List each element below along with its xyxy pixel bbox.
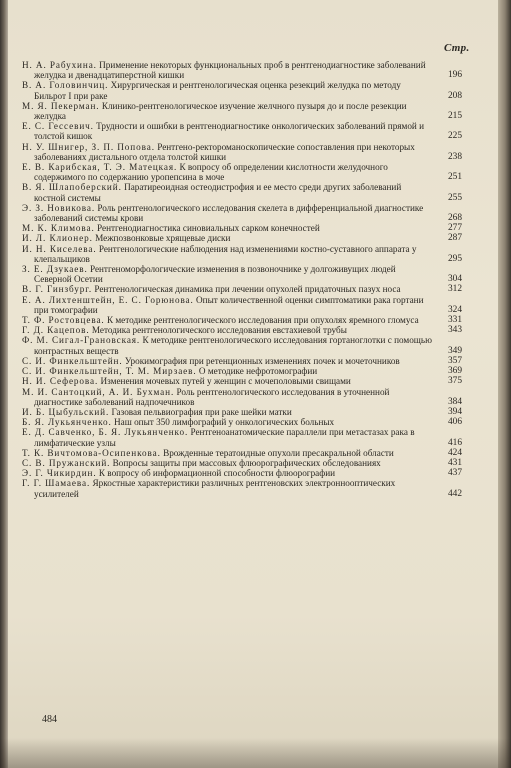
toc-entry-author: Г. Г. Шамаева. [22,478,91,489]
toc-entry-text [22,233,434,243]
toc-entry [22,80,462,100]
toc-entry-title: Урокимография при ретенционных изменениях почек и мочеточников [124,355,400,366]
toc-entry-page: 304 [447,274,462,285]
toc-entry [22,356,462,366]
toc-entry-text [22,448,434,458]
toc-entry-text [22,284,434,294]
toc-entry-title: О методике нефротомографии [198,366,318,377]
toc-entry-title: Роль рентгенологического исследования скелета в дифференциальной диагностике заболеваний системы крови [34,202,424,224]
toc-entry-author: И. Н. Киселева. [22,243,97,254]
toc-entry-title: Методика рентгенологического исследования евстахиевой трубы [91,325,347,336]
toc-entry-page: 394 [447,406,462,417]
toc-entry [22,121,462,141]
toc-entry-author: С. И. Финкельштейн. [22,355,123,366]
toc-entry-text [22,417,434,427]
toc-entry-page: 349 [447,345,462,356]
toc-entry [22,142,462,162]
toc-entry [22,448,462,458]
toc-entry [22,387,462,407]
page-number: 484 [42,714,57,725]
toc-entry-text [22,203,434,223]
toc-entry-title: Рентгенологическая динамика при лечении опухолей придаточных пазух носа [94,284,401,295]
toc-entry-text [22,182,434,202]
toc-entry-author: З. Е. Дзукаев. [22,264,88,275]
toc-entry-title: К вопросу об определении кислотности желудочного содержимого по содержанию уропепсина в моче [34,162,388,183]
toc-entry [22,417,462,427]
toc-entry-page: 375 [447,376,462,387]
toc-entry-text [22,407,434,417]
toc-entry-author: Э. З. Новикова. [22,202,96,213]
toc-entry-page: 287 [447,233,462,244]
page-bottom-shadow [0,738,511,768]
table-of-contents [22,60,462,499]
toc-entry-author: Е. С. Гессевич. [22,121,94,132]
toc-entry-title: Хирургическая и рентгенологическая оценка резекций желудка по методу Бильрот I при раке [34,80,401,101]
toc-entry-text [22,223,434,233]
toc-entry-author: Э. Г. Чикирдин. [22,468,97,479]
toc-entry-title: К методике рентгенологического исследования гортаноглотки с помощью контрастных веществ [34,335,432,356]
toc-entry-text [22,315,434,325]
toc-entry-text [22,142,434,162]
toc-entry-title: Клинико-рентгенологическое изучение желчного пузыря до и после резекции желудка [34,100,407,122]
toc-entry-page: 416 [447,437,462,448]
book-page [8,0,498,768]
toc-entry [22,101,462,121]
toc-entry-author: Г. Д. Кацепов. [22,325,90,336]
toc-entry-author: С. И. Финкельштейн, Т. М. Мирзаев. [22,366,197,377]
toc-entry-title: Межпозвонковые хрящевые диски [95,233,231,244]
toc-entry-text [22,478,434,498]
toc-entry [22,458,462,468]
toc-entry [22,244,462,264]
toc-entry [22,407,462,417]
toc-entry-author: Т. Ф. Ростовцева. [22,315,105,326]
toc-entry-title: Газовая пельвиография при раке шейки матки [111,406,292,417]
toc-entry [22,284,462,294]
toc-entry-author: Е. Д. Савченко, Б. Я. Лукьянченко. [22,427,189,438]
toc-entry-text [22,387,434,407]
toc-entry-title: Рентгеноанатомические параллели при метастазах рака в лимфатические узлы [34,427,415,448]
toc-entry-title: Рентгеноморфологические изменения в позвоночнике у долгоживущих людей Северной Осетии [34,264,396,285]
toc-entry-text [22,356,434,366]
toc-entry-text [22,244,434,264]
toc-entry-title: Рентгено-ректороманоскопические сопоставления при некоторых заболеваниях дистального отдела толстой кишки [34,141,415,162]
toc-entry-author: В. Я. Шлапоберский. [22,182,122,193]
toc-entry-author: И. Б. Цыбульский. [22,406,110,417]
toc-entry-page: 277 [447,223,462,234]
toc-entry-author: Н. А. Рабухина. [22,60,97,70]
toc-entry-author: М. К. Климова. [22,223,95,234]
toc-entry-page: 424 [447,447,462,458]
toc-entry-author: Т. К. Вичтомова-Осипенкова. [22,447,161,458]
toc-entry-text [22,121,434,141]
toc-entry-author: Н. У. Шнигер, З. П. Попова. [22,141,155,152]
toc-entry [22,182,462,202]
toc-entry [22,315,462,325]
toc-entry-page: 431 [447,457,462,468]
toc-entry [22,427,462,447]
toc-entry-page: 324 [447,304,462,315]
toc-entry-page: 437 [447,468,462,479]
toc-entry-page: 268 [447,213,462,224]
toc-entry-page: 369 [447,366,462,377]
toc-entry-text [22,295,434,315]
toc-entry-text [22,427,434,447]
toc-entry-author: Ф. М. Сигал-Грановская. [22,335,141,346]
toc-entry-page: 406 [447,417,462,428]
toc-entry [22,376,462,386]
toc-entry-page: 251 [447,172,462,183]
toc-entry-title: К методике рентгенологического исследования при опухолях яремного гломуса [106,315,419,326]
toc-entry-page: 357 [447,355,462,366]
toc-entry-text [22,101,434,121]
toc-entry-author: Е. А. Лихтенштейн, Е. С. Горюнова. [22,294,194,305]
toc-entry-author: М. Я. Пекерман. [22,100,100,111]
toc-entry-title: Яркостные характеристики различных рентгеновских электроннооптических усилителей [34,478,396,499]
toc-entry-page: 331 [447,315,462,326]
toc-entry-title: Паратиреоидная остеодистрофия и ее место среди других заболеваний костной системы [34,182,402,203]
toc-entry-page: 312 [447,284,462,295]
toc-entry-text [22,468,434,478]
toc-entry-text [22,366,434,376]
toc-entry-text [22,325,434,335]
toc-entry [22,203,462,223]
toc-entry [22,60,462,80]
toc-entry [22,366,462,376]
toc-entry-text [22,80,434,100]
toc-entry-title: Трудности и ошибки в рентгенодиагностике онкологических заболеваний прямой и толстой кишок [34,121,425,142]
toc-entry [22,325,462,335]
toc-entry [22,223,462,233]
toc-entry-author: И. Л. Клионер. [22,233,93,244]
toc-entry-title: Рентгенологические наблюдения над изменениями костно-суставного аппарата у клепальщиков [34,243,417,264]
toc-entry [22,468,462,478]
toc-entry-title: Врожденные тератоидные опухоли пресакральной области [163,447,394,458]
toc-entry [22,478,462,498]
toc-entry-title: Роль рентгенологического исследования в уточненной диагностике заболеваний надпочечников [34,386,390,407]
toc-entry-title: Опыт количественной оценки симптоматики рака гортани при томографии [34,294,424,315]
toc-entry-title: Наш опыт 350 лимфографий у онкологических больных [113,417,335,428]
toc-entry [22,335,462,355]
toc-entry-title: Вопросы защиты при массовых флюорографических обследованиях [112,457,381,468]
toc-entry-author: В. А. Головинчиц. [22,80,109,91]
toc-entry-title: Рентгенодиагностика синовиальных сарком конечностей [97,223,320,234]
toc-entry [22,233,462,243]
toc-entry-title: Применение некоторых функциональных проб в рентгенодиагностике заболеваний желудка и двенадцатиперстной кишки [34,60,426,81]
toc-entry-page: 442 [447,488,462,499]
toc-entry-page: 196 [447,70,462,81]
toc-entry-page: 384 [447,396,462,407]
toc-entry-page: 208 [447,90,462,101]
toc-entry [22,162,462,182]
toc-entry-text [22,264,434,284]
toc-entry-author: Б. Я. Лукьянченко. [22,417,112,428]
toc-entry-text [22,162,434,182]
toc-entry-author: М. И. Сантоцкий, А. И. Бухман. [22,386,175,397]
toc-entry-author: Е. В. Карибская, Т. Э. Матецкая. [22,162,178,173]
toc-entry [22,295,462,315]
toc-entry-text [22,458,434,468]
toc-entry-author: Н. И. Сеферова. [22,376,99,387]
page-column-label: Стр. [444,42,470,54]
toc-entry-text [22,376,434,386]
toc-entry-title: К вопросу об информационной способности флюорографии [98,468,336,479]
toc-entry-title: Изменения мочевых путей у женщин с мочеполовыми свищами [100,376,351,387]
toc-entry-page: 238 [447,151,462,162]
toc-entry-page: 343 [447,325,462,336]
toc-entry-author: В. Г. Гинзбург. [22,284,93,295]
toc-entry-page: 215 [447,111,462,122]
toc-entry-text [22,60,434,80]
toc-entry [22,264,462,284]
toc-entry-text [22,335,434,355]
toc-entry-author: С. В. Пружанский. [22,457,111,468]
toc-entry-page: 255 [447,192,462,203]
toc-entry-page: 295 [447,253,462,264]
toc-entry-page: 225 [447,131,462,142]
